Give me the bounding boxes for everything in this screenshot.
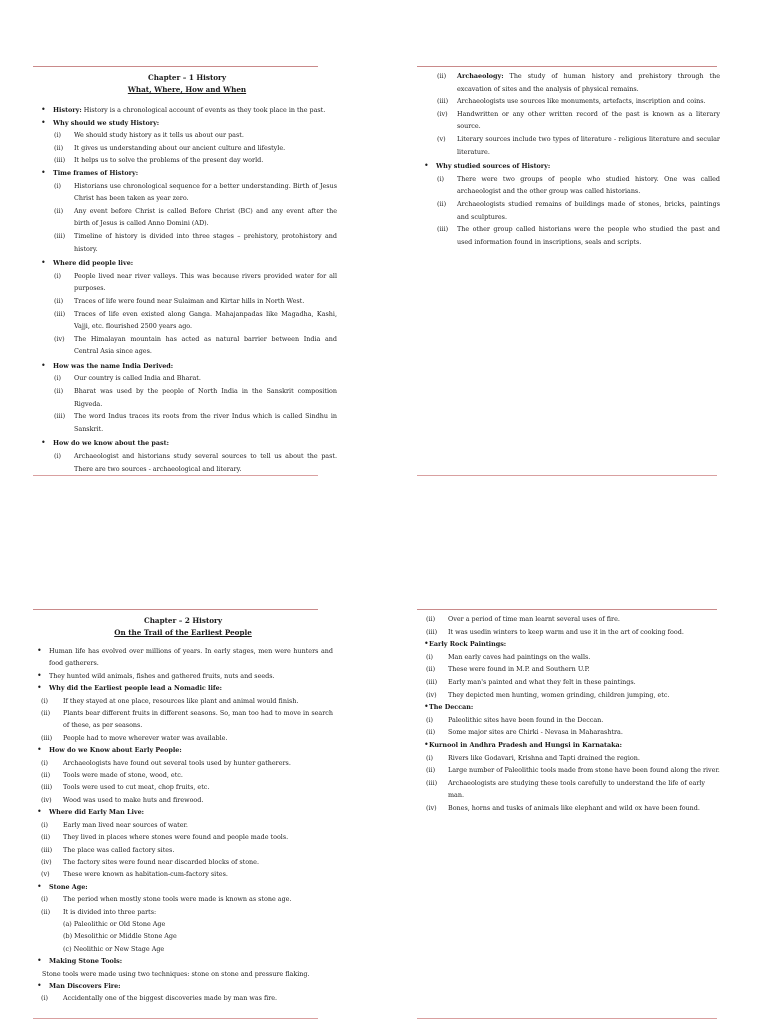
page-1 xyxy=(37,72,337,475)
list-know-early xyxy=(33,757,333,807)
list-fire xyxy=(33,992,333,1004)
page-3 xyxy=(33,615,333,1005)
list-kurnool xyxy=(420,752,720,815)
list-sources-continued xyxy=(420,70,720,158)
section-studied-sources xyxy=(420,160,720,173)
list-item: (i) Historians use chronological sequence for a better understanding. Birth of Jesus Christ has been taken as year zero. xyxy=(54,181,337,203)
section-heading: Where did people live: xyxy=(53,259,134,268)
section-heading: Time frames of History: xyxy=(53,168,139,177)
list-item: (i) Archaeologist and historians study several sources to tell us about the past. There are two sources - archaeological and literary. xyxy=(54,452,337,473)
section-rock-paintings xyxy=(420,638,720,651)
list-item: (iii) Timeline of history is divided into three stages – prehistory, protohistory and history. xyxy=(54,231,337,253)
list-item: (i) Paleolithic sites have been found in the Deccan. xyxy=(426,715,604,724)
list-item: (ii) Tools were made of stone, wood, etc. xyxy=(41,771,183,780)
section-text: History is a chronological account of events as they took place in the past. xyxy=(83,106,326,114)
list-item: (iii) People had to move wherever water was available. xyxy=(41,733,228,742)
section-heading: How do we know about the past: xyxy=(53,439,169,448)
section-fire xyxy=(33,980,333,992)
list-item: (v) Literary sources include two types of literature - religious literature and secular literature. xyxy=(437,134,720,156)
list-rock-paintings xyxy=(420,651,720,701)
list-item: (iv) Wood was used to make huts and firewood. xyxy=(41,795,204,804)
page1-header-rule xyxy=(33,66,318,67)
list-item: (ii) Some major sites are Chirki - Nevasa in Maharashtra. xyxy=(426,728,623,737)
section-heading: How do we Know about Early People: xyxy=(49,746,182,755)
section-text: Stone tools were made using two techniques: stone on stone and pressure flaking. xyxy=(42,969,310,978)
section-heading: Why studied sources of History: xyxy=(436,162,551,171)
chapter-title: Chapter – 2 History xyxy=(143,616,223,625)
list-know-past xyxy=(37,450,337,475)
section-know-past xyxy=(37,437,337,450)
list-early-man-live xyxy=(33,819,333,881)
page2-header-rule xyxy=(417,66,717,67)
section-early-man-live xyxy=(33,806,333,818)
list-item: (ii) Over a period of time man learnt several uses of fire. xyxy=(426,615,620,623)
section-heading: Why did the Earliest people lead a Nomadic life: xyxy=(49,684,223,693)
list-item: (iv) Handwritten or any other written record of the past is known as a literary source. xyxy=(437,109,720,131)
page-4 xyxy=(420,613,720,815)
chapter-subtitle: On the Trail of the Earliest People xyxy=(114,628,252,637)
list-item: (iii) The place was called factory sites. xyxy=(41,845,175,854)
section-heading: History: xyxy=(53,106,82,114)
section-deccan xyxy=(420,701,720,714)
section-heading: Why should we study History: xyxy=(53,118,160,127)
section-heading: Man Discovers Fire: xyxy=(49,981,121,990)
list-item: (i) The period when mostly stone tools were made is known as stone age. xyxy=(41,895,292,904)
list-item: (iii) Traces of life even existed along Ganga. Mahajanpadas like Magadha, Kashi, Vajji, etc. flourished 2500 years ago. xyxy=(54,309,337,331)
list-item: (iii) Archaeologists use sources like monuments, artefacts, inscription and coins. xyxy=(437,97,706,106)
list-item: (iii) It was usedin winters to keep warm and use it in the art of cooking food. xyxy=(426,627,684,636)
section-intro: • They hunted wild animals, fishes and gathered fruits, nuts and seeds. xyxy=(33,670,333,682)
list-item: (ii) Archaeologists studied remains of buildings made of stones, bricks, paintings and sculptures. xyxy=(437,199,720,221)
section-kurnool xyxy=(420,739,720,752)
list-item: (iv) The Himalayan mountain has acted as natural barrier between India and Central Asia since ages. xyxy=(54,334,337,356)
list-item: (iii) It helps us to solve the problems of the present day world. xyxy=(54,156,264,165)
list-item: (iv) Bones, horns and tusks of animals like elephant and wild ox have been found. xyxy=(426,803,700,812)
page3-footer-rule xyxy=(33,1018,318,1019)
list-studied-sources xyxy=(420,173,720,249)
list-item: (i) People lived near river valleys. This was because rivers provided water for all purposes. xyxy=(54,271,337,293)
section-heading: Early Rock Paintings: xyxy=(429,640,507,649)
list-nomadic xyxy=(33,695,333,745)
section-heading: Where did Early Man Live: xyxy=(49,808,145,817)
section-know-early xyxy=(33,744,333,756)
list-item: (iv) They depicted men hunting, women grinding, children jumping, etc. xyxy=(426,690,670,699)
list-item: (i) Our country is called India and Bharat. xyxy=(54,374,201,383)
list-item: (iii) Tools were used to cut meat, chop fruits, etc. xyxy=(41,783,210,792)
list-item: (iii) The word Indus traces its roots from the river Indus which is called Sindhu in Sanskrit. xyxy=(54,412,337,433)
list-item: (ii) Bharat was used by the people of North India in the Sanskrit composition Rigveda. xyxy=(54,387,337,408)
list-item: (ii) They lived in places where stones were found and people made tools. xyxy=(41,833,289,842)
section-why-study xyxy=(37,117,337,130)
section-stone-age xyxy=(33,881,333,893)
section-history xyxy=(37,104,337,117)
page3-header-rule xyxy=(33,609,318,610)
section-time-frames xyxy=(37,167,337,180)
list-item: (iii) Archaeologists are studying these tools carefully to understand the life of early man. xyxy=(426,778,706,800)
list-item: (v) These were known as habitation-cum-factory sites. xyxy=(41,870,228,879)
list-item: (i) Man early caves had paintings on the walls. xyxy=(426,652,591,661)
list-subitem: (a) Paleolithic or Old Stone Age xyxy=(63,919,166,928)
chapter-subtitle: What, Where, How and When xyxy=(127,85,247,94)
list-item: (ii) It gives us understanding about our ancient culture and lifestyle. xyxy=(54,143,286,152)
page4-header-rule xyxy=(417,609,717,610)
list-stone-age xyxy=(33,893,333,955)
list-deccan xyxy=(420,714,720,739)
list-item: (ii) Large number of Paleolithic tools made from stone have been found along the river. xyxy=(426,766,720,775)
section-nomadic xyxy=(33,682,333,694)
list-item: (i) There were two groups of people who studied history. One was called archaeologist and the other group was called historians. xyxy=(437,174,720,196)
list-item: (iii) The other group called historians were the people who studied the past and used information found in inscriptions, seals and scripts. xyxy=(437,225,720,246)
list-name-india xyxy=(37,372,337,435)
list-time-frames xyxy=(37,180,337,256)
section-heading: How was the name India Derived: xyxy=(53,361,174,370)
list-item: (ii) It is divided into three parts: xyxy=(41,907,157,916)
section-intro: • Human life has evolved over millions of years. In early stages, men were hunters and food gatherers. xyxy=(33,645,333,670)
page2-footer-rule xyxy=(417,475,717,476)
list-item: (i) Accidentally one of the biggest discoveries made by man was fire. xyxy=(41,994,278,1003)
section-heading: Kurnool in Andhra Pradesh and Hungsi in Karnataka: xyxy=(429,740,623,749)
list-item: (i) Early man lived near sources of water. xyxy=(41,820,188,829)
section-heading: Making Stone Tools: xyxy=(49,957,123,966)
list-item: (iv) The factory sites were found near discarded blocks of stone. xyxy=(41,857,259,866)
list-item: (ii) Any event before Christ is called Before Christ (BC) and any event after the birth of Jesus is called Anno Domini (AD). xyxy=(54,206,337,228)
list-subitem: (b) Mesolithic or Middle Stone Age xyxy=(63,932,177,941)
list-item: (i) Archaeologists have found out several tools used by hunter gatherers. xyxy=(41,758,291,767)
list-item: (i) Rivers like Godavari, Krishna and Tapti drained the region. xyxy=(426,753,640,762)
page4-footer-rule xyxy=(417,1018,717,1019)
list-item: (ii) Traces of life were found near Sulaiman and Kirtar hills in North West. xyxy=(54,296,305,305)
list-fire-continued xyxy=(420,613,720,638)
list-subitem: (c) Neolithic or New Stage Age xyxy=(63,944,165,953)
section-heading: Stone Age: xyxy=(49,882,88,891)
section-making-tools xyxy=(33,955,333,967)
list-item: (ii) These were found in M.P. and Southern U.P. xyxy=(426,665,590,674)
list-item: (i) We should study history as it tells us about our past. xyxy=(54,131,244,140)
list-why-study xyxy=(37,129,337,167)
list-item: (i) If they stayed at one place, resources like plant and animal would finish. xyxy=(41,696,299,705)
section-name-india xyxy=(37,360,337,373)
list-where-live xyxy=(37,270,337,358)
list-item: (ii) Archaeology: The study of human history and prehistory through the excavation of sites and the analysis of physical remains. xyxy=(437,72,720,93)
section-where-live xyxy=(37,257,337,270)
section-heading: The Deccan: xyxy=(429,703,474,712)
list-item: (ii) Plants bear different fruits in different seasons. So, man too had to move in search of these, as per seasons. xyxy=(41,709,333,730)
page-2 xyxy=(420,70,720,248)
list-item: (iii) Early man's painted and what they felt in these paintings. xyxy=(426,677,636,686)
chapter-title: Chapter – 1 History xyxy=(147,73,227,82)
